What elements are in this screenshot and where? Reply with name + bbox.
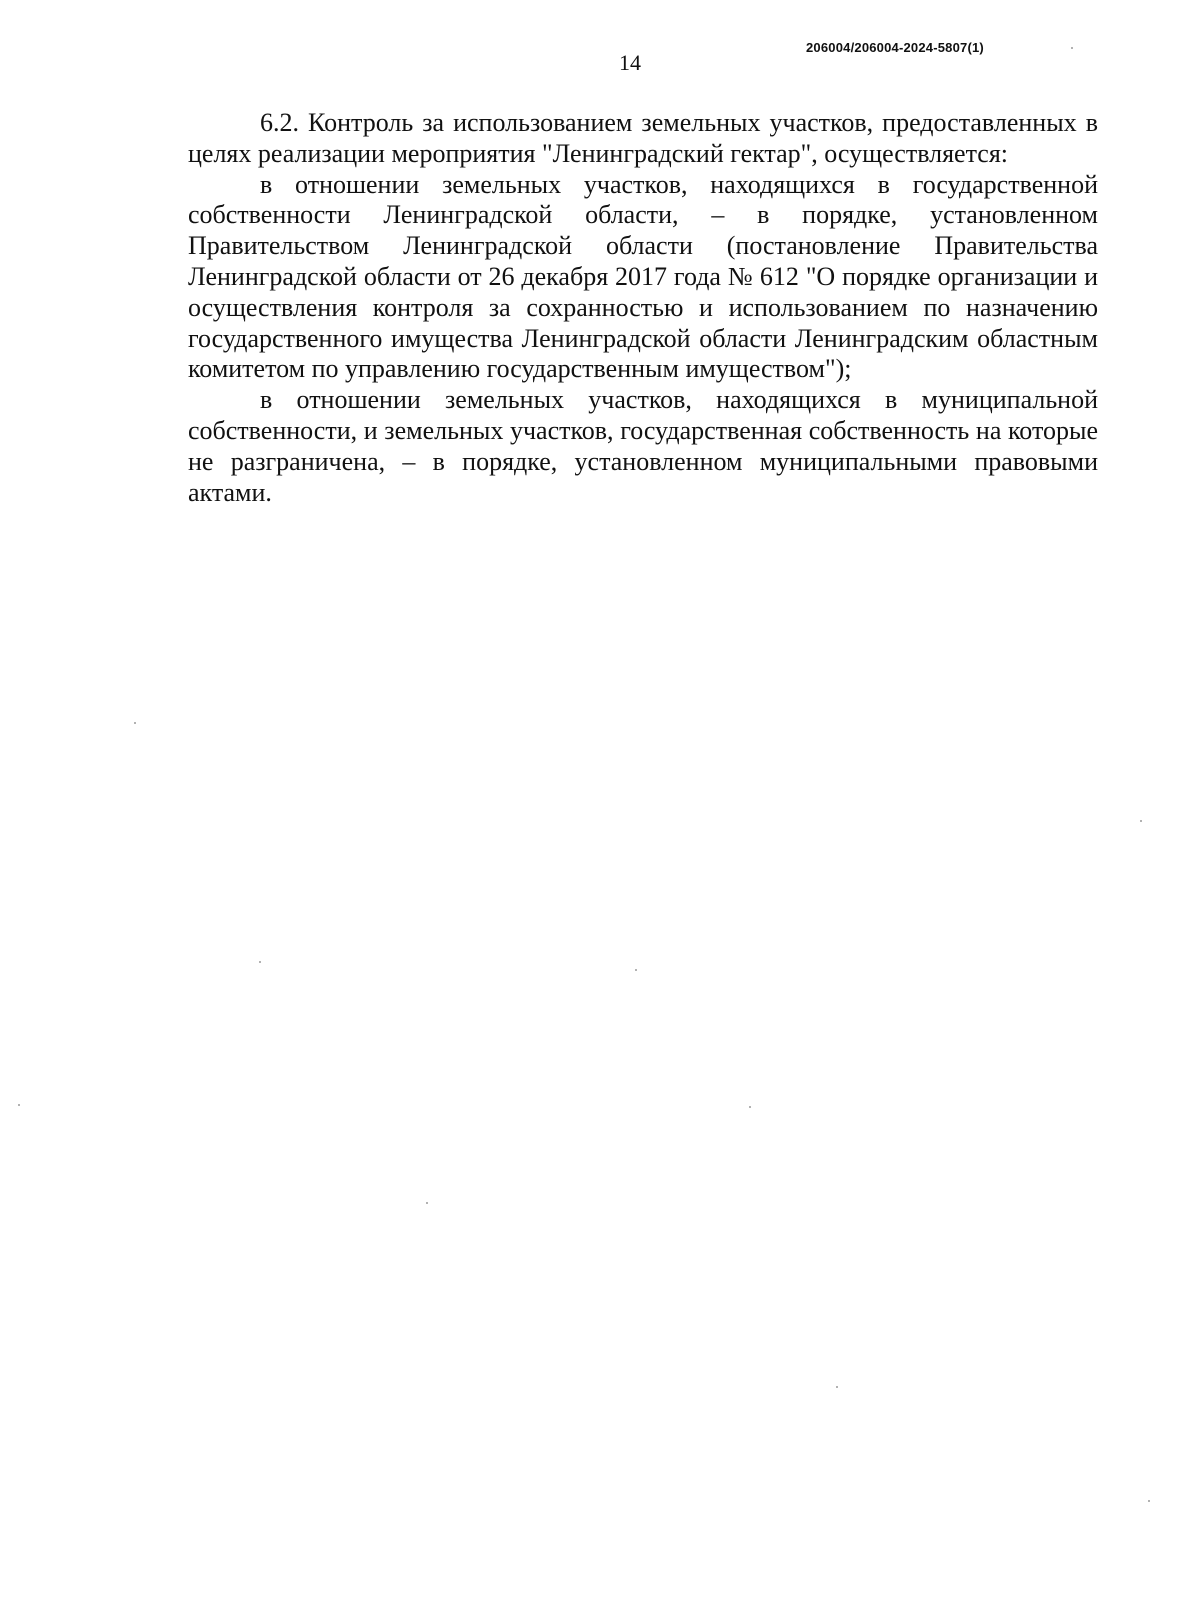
paragraph-state-property-control: в отношении земельных участков, находящихся в государственной собственности Ленинградской области, – в порядке, установленном Правительством Ленинградской области (постановление Правительства Ленинградской области от 26 декабря 2017 года № 612 "О порядке организации и осуществления контроля за сохранностью и использованием по назначению государственного имущества Ленинградской области Ленинградским областным комитетом по управлению государственным имуществом");: [188, 169, 1098, 384]
scan-speck: [426, 1202, 428, 1204]
scan-speck: [1148, 1500, 1150, 1502]
paragraph-municipal-property-control: в отношении земельных участков, находящихся в муниципальной собственности, и земельных участков, государственная собственность на которые не разграничена, – в порядке, установленном муниципальными правовыми актами.: [188, 385, 1098, 507]
document-id: 206004/206004-2024-5807(1): [806, 40, 984, 55]
scan-speck: [749, 1106, 751, 1108]
scan-speck: [259, 961, 261, 963]
scan-speck: [18, 1104, 20, 1106]
scan-speck: [836, 1386, 838, 1388]
scan-speck: [1140, 820, 1142, 822]
scan-speck: [1071, 47, 1073, 49]
scan-speck: [134, 722, 136, 724]
document-body: [188, 108, 1098, 508]
scan-speck: [635, 969, 637, 971]
page-number: 14: [619, 50, 641, 75]
paragraph-section-6-2: 6.2. Контроль за использованием земельных участков, предоставленных в целях реализации мероприятия "Ленинградский гектар", осуществляется:: [188, 108, 1098, 168]
